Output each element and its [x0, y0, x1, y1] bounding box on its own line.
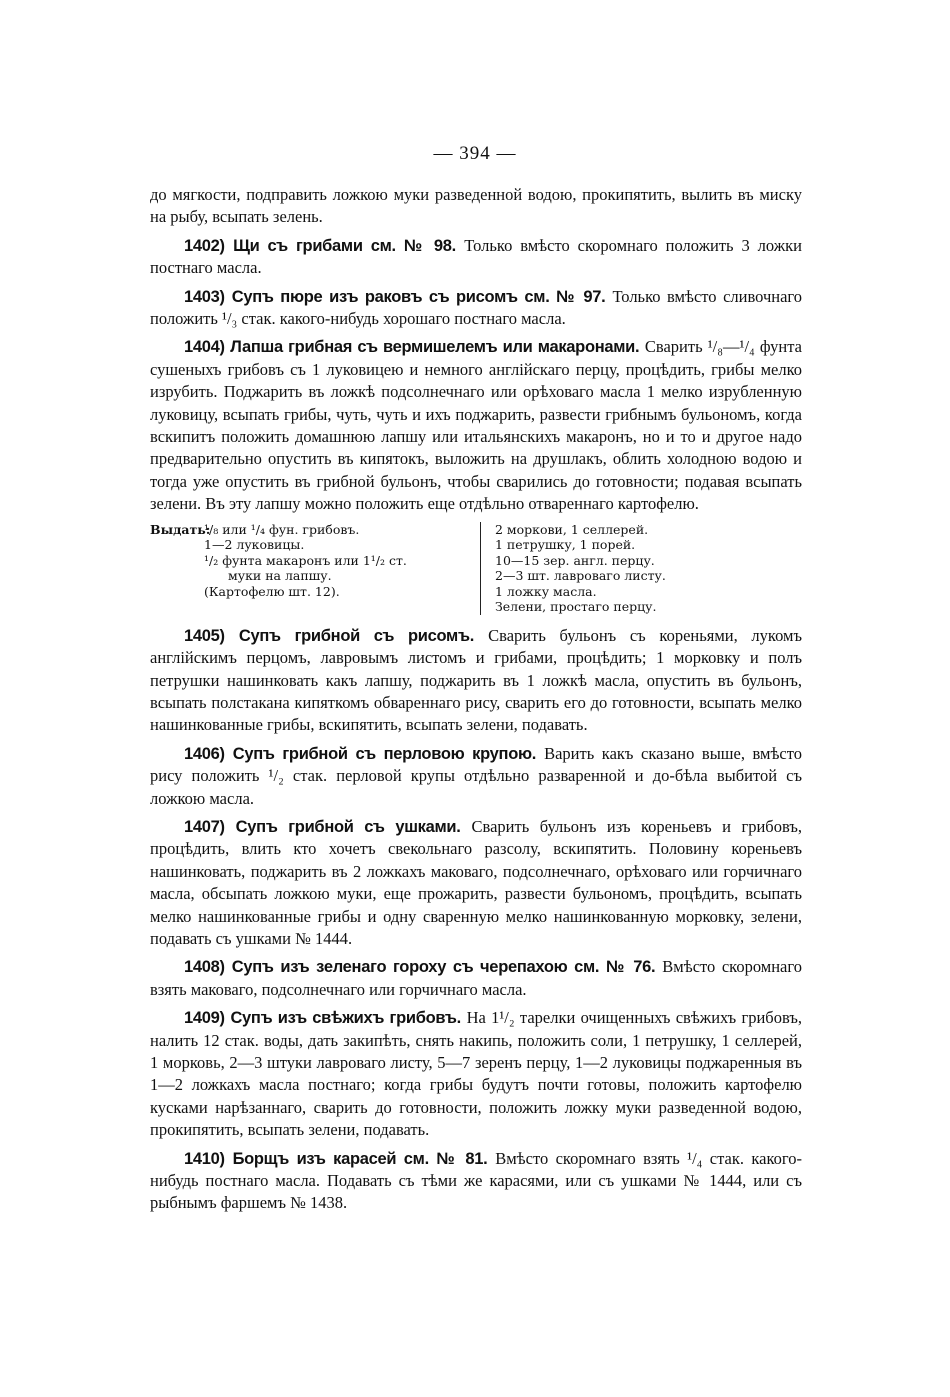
ingredient-item: 1 петрушку, 1 порей.: [495, 537, 636, 553]
recipe-title: Лапша грибная съ вермишелемъ или макаронами.: [230, 338, 640, 357]
ingredient-item: 10—15 зер. англ. перцу.: [495, 552, 655, 568]
recipe-title: Борщъ изъ карасей см. № 81.: [232, 1149, 488, 1168]
recipe-number: 1402): [184, 236, 225, 255]
recipe-title: Супъ грибной съ перловою крупою.: [232, 744, 537, 763]
recipe-number: 1410): [184, 1149, 225, 1168]
recipe-1406: [150, 743, 802, 810]
recipe-number: 1406): [184, 744, 225, 763]
recipe-text: Вмѣсто скоромнаго взять маковаго, подсолнечнаго или горчичнаго масла.: [150, 957, 802, 999]
ingredients-table: [150, 522, 802, 615]
recipe-1410: [150, 1148, 802, 1215]
recipe-title: Супъ изъ свѣжихъ грибовъ.: [230, 1009, 461, 1028]
recipe-1403: [150, 286, 802, 331]
ingredients-left-column: [150, 522, 480, 615]
recipe-text: Сварить бульонъ изъ кореньевъ и грибовъ, процѣдить, влить кто хочетъ свекольнаго разсолу, вскипятить. Половину кореньевъ нашинковать, поджарить въ 2 ложкахъ маковаго, подсолнечнаго, орѣховаго или горчичнаго масла, обсыпать ложкою муки, еще прожарить, развести бульономъ, процѣдить, всыпать мелко нашинкованные грибы и одну сваренную мелко нашинкованную морковку, зелени, подавать съ ушками № 1444.: [150, 816, 802, 948]
ingredient-item: ¹/₈ или ¹/₄ фун. грибовъ.: [204, 521, 360, 537]
recipe-number: 1409): [184, 1009, 225, 1028]
recipe-text: Варить какъ сказано выше, вмѣсто рису положить ¹/₂ стак. перловой крупы отдѣльно разваренной и до-бѣла выбитой съ ложкою масла.: [150, 743, 802, 808]
recipe-text: Только вмѣсто скоромнаго положить 3 ложки постнаго масла.: [150, 235, 802, 278]
recipe-number: 1407): [184, 817, 225, 836]
page-number: — 394 —: [433, 143, 517, 164]
recipe-title: Супъ пюре изъ раковъ съ рисомъ см. № 97.: [231, 287, 606, 306]
recipe-text: Вмѣсто скоромнаго взять ¹/₄ стак. какого-нибудь постнаго масла. Подавать съ тѣми же карасями, или съ ушками № 1444, или съ рыбнымъ фаршемъ № 1438.: [150, 1148, 802, 1213]
ingredient-item: Зелени, простаго перцу.: [495, 599, 657, 615]
paragraph-text: до мягкости, подправить ложкою муки разведенной водою, прокипятить, вылить въ миску на рыбу, всыпать зелень.: [150, 185, 802, 227]
recipe-number: 1404): [184, 338, 225, 357]
recipe-text: Только вмѣсто сливочнаго положить ¹/₃ стак. какого-нибудь хорошаго постнаго масла.: [150, 286, 803, 329]
recipe-text: На 1¹/₂ тарелки очищенныхъ свѣжихъ грибовъ, налить 12 стак. воды, дать закипѣть, снять накипь, положить соли, 1 петрушку, 1 селлерей, 1 морковь, 2—3 штуки лавроваго листу, 5—7 зеренъ перцу, 1—2 луковицы поджаренныя въ 1—2 ложкахъ масла постнаго; когда грибы будутъ почти готовы, положить картофелю кусками нарѣзаннаго, сварить до готовности, положить ложку муки разведенной водою, прокипятить, всыпать зелени, подавать.: [150, 1008, 802, 1140]
recipe-1407: [150, 816, 802, 950]
recipe-1402: [150, 235, 802, 280]
recipe-title: Щи съ грибами см. № 98.: [233, 236, 456, 255]
ingredients-right-column: [480, 522, 666, 615]
page-content: [150, 184, 802, 1221]
recipe-1404: [150, 336, 802, 515]
ingredient-item: 2 моркови, 1 селлерей.: [495, 521, 649, 537]
recipe-1405: [150, 625, 802, 737]
paragraph-continuation: [150, 184, 802, 229]
recipe-number: 1405): [184, 626, 225, 645]
recipe-1409: [150, 1007, 802, 1141]
ingredients-label: Выдать:: [150, 521, 211, 537]
recipe-text: Сварить ¹/₈—¹/₄ фунта сушеныхъ грибовъ съ 1 луковицею и немного англійскаго перцу, процѣдить, грибы мелко изрубить. Поджарить въ ложкѣ подсолнечнаго или орѣховаго масла 1 мелко изрубленную луковицу, всыпать грибы, чуть, чуть и ихъ поджарить, развести грибнымъ бульономъ, когда вскипитъ положить домашнюю лапшу или итальянскихъ макаронъ, но и то и другое надо предварительно опустить въ кипятокъ, выложить на друшлакъ, облить холодною водою и тогда уже опустить въ грибной бульонъ, чтобы сварились до готовности; подавая всыпать зелени. Въ эту лапшу можно положить еще отдѣльно отвареннаго картофелю.: [150, 337, 802, 514]
ingredient-item: 2—3 шт. лавроваго листу.: [495, 568, 666, 584]
recipe-title: Супъ грибной съ рисомъ.: [238, 626, 474, 645]
ingredient-item: (Картофелю шт. 12).: [204, 583, 340, 599]
recipe-text: Сварить бульонъ съ кореньями, лукомъ англійскимъ перцомъ, лавровымъ листомъ и грибами, процѣдить; 1 морковку и полъ петрушки нашинковать какъ лапшу, поджарить въ 1 ложкѣ масла, опустить въ бульонъ, всыпать полстакана кипяткомъ обвареннаго рису, сварить его до готовности, всыпать мелко нашинкованные грибы, вскипятить, всыпать зелени, подавать.: [150, 625, 802, 735]
recipe-number: 1408): [184, 958, 225, 977]
ingredient-item: ¹/₂ фунта макаронъ или 1¹/₂ ст.: [204, 552, 407, 568]
recipe-title: Супъ изъ зеленаго гороху съ черепахою см. № 76.: [231, 958, 656, 977]
ingredient-item: муки на лапшу.: [228, 568, 332, 584]
ingredient-item: 1 ложку масла.: [495, 583, 597, 599]
recipe-title: Супъ грибной съ ушками.: [235, 817, 461, 836]
recipe-number: 1403): [184, 287, 225, 306]
recipe-1408: [150, 956, 802, 1001]
ingredient-item: 1—2 луковицы.: [204, 537, 305, 553]
